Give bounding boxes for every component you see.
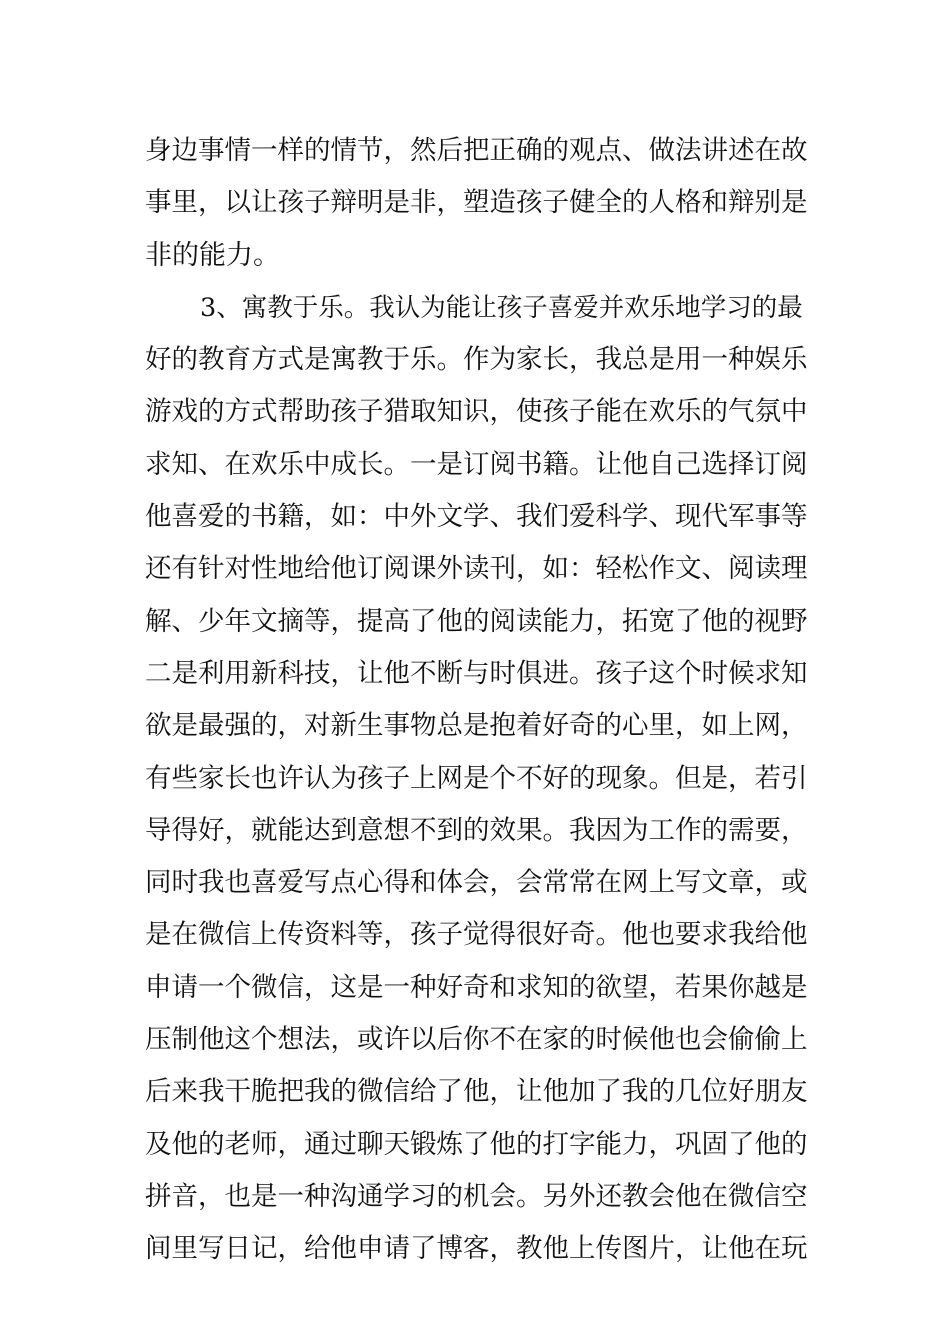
text-line: 导得好，就能达到意想不到的效果。我因为工作的需要，	[145, 814, 808, 846]
text-line: 拼音，也是一种沟通学习的机会。另外还教会他在微信空	[145, 1180, 808, 1212]
text-line: 解、少年文摘等，提高了他的阅读能力，拓宽了他的视野	[145, 605, 808, 637]
text-line: 身边事情一样的情节，然后把正确的观点、做法讲述在故	[145, 135, 808, 166]
text-line: 事里，以让孩子辩明是非，塑造孩子健全的人格和辩别是	[145, 187, 808, 219]
text-line: 欲是最强的，对新生事物总是抱着好奇的心里，如上网，	[145, 710, 808, 742]
text-line: 他喜爱的书籍，如：中外文学、我们爱科学、现代军事等	[145, 501, 808, 533]
text-line: 同时我也喜爱写点心得和体会，会常常在网上写文章，或	[145, 867, 808, 899]
text-line: 压制他这个想法，或许以后你不在家的时候他也会偷偷上	[145, 1024, 808, 1056]
text-line: 及他的老师，通过聊天锻炼了他的打字能力，巩固了他的	[145, 1128, 808, 1160]
body-text	[145, 125, 810, 1276]
text-line: 是在微信上传资料等，孩子觉得很好奇。他也要求我给他	[145, 919, 808, 951]
text-line: 间里写日记，给他申请了博客，教他上传图片，让他在玩	[145, 1233, 808, 1265]
text-line: 申请一个微信，这是一种好奇和求知的欲望，若果你越是	[145, 971, 808, 1003]
text-line: 游戏的方式帮助孩子猎取知识，使孩子能在欢乐的气氛中	[145, 396, 808, 428]
text-line: 求知、在欢乐中成长。一是订阅书籍。让他自己选择订阅	[145, 448, 808, 480]
text-line: 有些家长也许认为孩子上网是个不好的现象。但是，若引	[145, 762, 808, 794]
text-line: 好的教育方式是寓教于乐。作为家长，我总是用一种娱乐	[145, 344, 808, 376]
text-line: 还有针对性地给他订阅课外读刊，如：轻松作文、阅读理	[145, 553, 808, 585]
text-line: 后来我干脆把我的微信给了他，让他加了我的几位好朋友	[145, 1076, 808, 1108]
text-line: 二是利用新科技，让他不断与时俱进。孩子这个时候求知	[145, 657, 808, 689]
text-line: 非的能力。	[145, 239, 280, 271]
text-line: 3、寓教于乐。我认为能让孩子喜爱并欢乐地学习的最	[200, 292, 803, 323]
